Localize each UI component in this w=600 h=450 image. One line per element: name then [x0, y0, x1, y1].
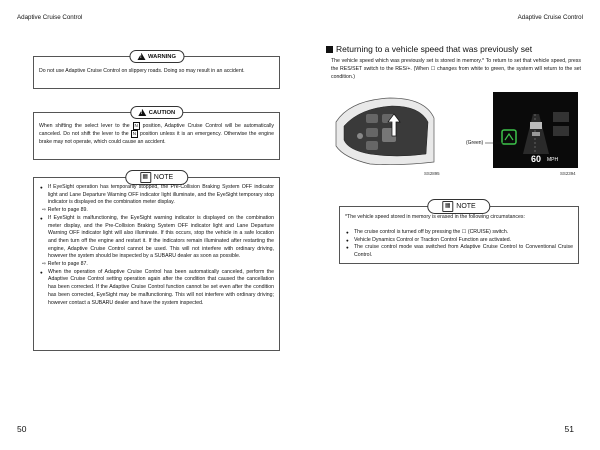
n-position-symbol: N — [134, 123, 138, 128]
list-item: ● Vehicle Dynamics Control or Traction Control Function are activated. — [345, 237, 573, 245]
note-book-icon: ▦ — [442, 201, 453, 212]
list-item: ● If EyeSight operation has temporarily stopped, the Pre-Collision Braking System OFF indicator light and Lane Departure Warning OFF indicator light illuminate, and the EyeSight temporary stop indicator is displayed on the combination meter display. — [39, 184, 274, 207]
meter-display — [493, 92, 578, 168]
note-right-intro: *The vehicle speed stored in memory is erased in the following circumstances: — [345, 214, 525, 220]
header-left: Adaptive Cruise Control — [17, 14, 83, 21]
caution-label — [130, 106, 183, 119]
list-item: ● The cruise control is turned off by pressing the ☐ (CRUISE) switch. — [345, 229, 573, 237]
caution-label-text: CAUTION — [148, 109, 176, 116]
note-label-right: ▦ NOTE — [427, 199, 490, 214]
page-number-left: 50 — [17, 424, 27, 434]
figure-caption-right: SS2394 — [560, 171, 576, 176]
green-callout-label: (Green) — [466, 140, 484, 146]
callout-line — [485, 139, 505, 147]
list-item: ● The cruise control mode was switched from Adaptive Cruise Control to Conventional Cruise Control. — [345, 244, 573, 259]
cruise-switch-icon — [366, 114, 378, 123]
page-reference: ⇨ Refer to page 87. — [42, 261, 88, 268]
n-position-symbol: N — [132, 131, 136, 136]
section-paragraph: The vehicle speed which was previously set is stored in memory.* To return to set that vehicle speed, press the RES/SET switch to the RES/+. (When ☐ changes from white to green, the system will return to the set condition.) — [331, 58, 581, 80]
list-item: ● When the operation of Adaptive Cruise Control has been automatically canceled, perform the Adaptive Cruise Control setting operation again after the condition that caused the cancellation has been corrected. If the Adaptive Cruise Control function cannot be set even after the condition has been corrected, EyeSight may be malfunctioning. This will not interfere with ordinary driving; however contact a SUBARU dealer and have the system inspected. — [39, 269, 274, 308]
warning-label-text: WARNING — [147, 53, 177, 60]
note-left-list — [39, 184, 274, 307]
caution-box — [33, 109, 280, 160]
note-right-list — [345, 229, 573, 260]
warning-triangle-icon — [137, 53, 145, 60]
steering-switch-illustration — [330, 92, 440, 170]
warning-text: Do not use Adaptive Cruise Control on slippery roads. Doing so may result in an accident. — [39, 68, 245, 74]
caution-triangle-icon — [138, 109, 146, 116]
header-right: Adaptive Cruise Control — [517, 14, 583, 21]
section-title: Returning to a vehicle speed that was previously set — [326, 44, 532, 54]
section-square-icon — [326, 46, 333, 53]
caution-text: When shifting the select lever to the N position, Adaptive Cruise Control will be automatically canceled. Do not shift the lever to the N position unless it is an emergency. Otherwise the engine brake may not operate, which could cause an accident. — [39, 123, 274, 145]
note-book-icon: ▦ — [140, 172, 151, 183]
figure-caption-left: SS2895 — [424, 171, 440, 176]
page-reference: ⇨ Refer to page 89. — [42, 207, 88, 214]
page-number-right: 51 — [564, 424, 574, 434]
note-box-right — [339, 203, 579, 264]
warning-label — [129, 50, 184, 63]
meter-speed: 60 — [531, 154, 542, 164]
warning-box — [33, 53, 280, 89]
note-label-left: ▦ NOTE — [125, 170, 188, 185]
meter-unit: MPH — [547, 157, 559, 163]
list-item: ● If EyeSight is malfunctioning, the EyeSight warning indicator is displayed on the combination meter display, and the Pre-Collision Braking System OFF indicator light and Lane Departure Warning OFF indicator light will also illuminate. If this occurs, stop the vehicle in a safe location and then turn off the engine and restart it. If the indicators remain illuminated after restarting the engine, Adaptive Cruise Control cannot be used. This will not interfere with ordinary driving, however the system should be inspected by a SUBARU dealer as soon as possible. — [39, 215, 274, 261]
note-box-left — [33, 174, 280, 351]
